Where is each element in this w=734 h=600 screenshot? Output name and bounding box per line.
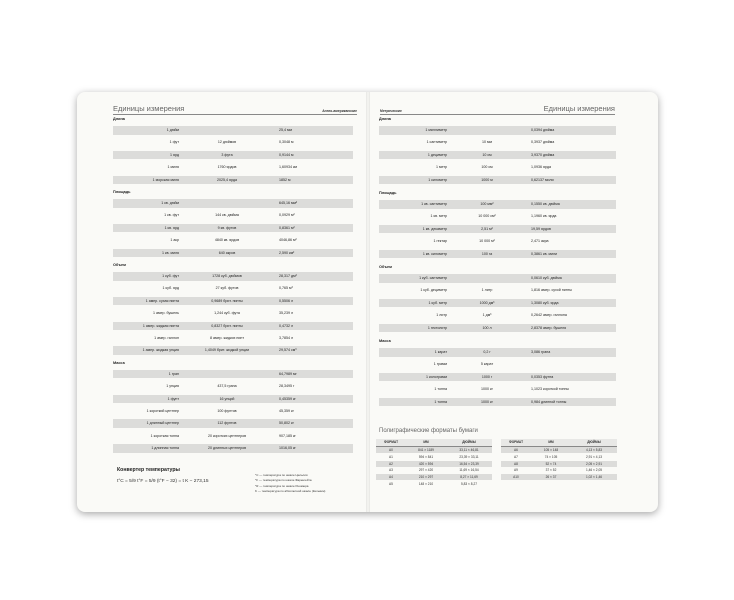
table-cell: 0,3861 кв. мили: [531, 251, 558, 256]
table-cell: 1 гран: [168, 371, 179, 376]
table-cell: 1,4049 брит. жидкой унции: [204, 348, 250, 353]
table-cell: 1 куб. метр: [428, 300, 447, 305]
table-cell: 1 миля: [167, 165, 179, 170]
table-cell: 645,16 мм²: [279, 201, 298, 205]
table-cell: 0,9689 брит. пинты: [211, 298, 243, 303]
right-page-title: Единицы измерения: [543, 104, 615, 113]
table-cell: 50,802 кг: [279, 421, 294, 426]
table-row: [379, 237, 616, 246]
table-cell: 1 тонна: [434, 399, 447, 404]
table-cell: 0,5506 л: [279, 298, 294, 303]
table-cell: A4: [389, 475, 393, 480]
table-cell: 1 куб. ярд: [162, 286, 179, 291]
table-row: [379, 398, 616, 407]
table-cell: 1 амер. бушель: [153, 311, 179, 316]
table-cell: 1 литр: [481, 288, 493, 293]
table-cell: 8,27 × 11,69: [460, 475, 478, 480]
table-row: [501, 454, 617, 460]
table-row: [113, 199, 353, 208]
table-row: [379, 151, 616, 160]
table-cell: 1 тонна: [434, 387, 447, 392]
table-cell: 26 × 37: [545, 475, 557, 480]
table-row: [113, 334, 353, 343]
table-row: [379, 126, 616, 135]
table-cell: 1 куб. сантиметр: [419, 276, 447, 280]
table-row: [113, 407, 353, 416]
header-cell: ММ: [423, 440, 429, 444]
table-cell: 4840 кв. ярдов: [214, 238, 240, 243]
table-row: [379, 200, 616, 209]
right-page-subtitle: Метрические: [380, 109, 402, 113]
table-cell: 27 куб. футов: [215, 286, 239, 291]
table-cell: 1 кв. ярд: [164, 225, 179, 230]
table-cell: 25,4 мм: [279, 128, 292, 132]
left-page-subtitle: Англо-американские: [322, 109, 357, 113]
table-cell: 19,59 ярдов: [531, 226, 551, 231]
table-cell: 23,39 × 33,11: [459, 454, 479, 459]
table-cell: 100 фунтов: [217, 409, 237, 413]
table-row: [113, 211, 353, 220]
table-cell: 1 фут: [169, 140, 179, 145]
table-cell: 2,590 км²: [279, 250, 295, 255]
table-cell: 1 длинный центнер: [146, 421, 179, 426]
table-cell: 0,9144 м: [279, 152, 294, 157]
table-cell: 144 кв. дюйма: [215, 213, 239, 218]
table-cell: 1 килограмм: [426, 374, 447, 379]
table-cell: 28,3495 г: [279, 384, 295, 389]
table-row: [113, 236, 353, 245]
table-cell: 1 короткий центнер: [146, 409, 179, 413]
table-cell: 0,2642 амер. галлона: [531, 313, 567, 318]
table-row: [113, 297, 353, 306]
table-row: [379, 176, 616, 185]
table-row: [379, 348, 616, 357]
table-row: [113, 224, 353, 233]
table-cell: 4,13 × 5,83: [585, 448, 603, 452]
table-row: [379, 299, 616, 308]
table-cell: 4046,86 м²: [279, 238, 297, 243]
table-cell: A10: [513, 475, 519, 480]
table-cell: [179, 199, 275, 208]
table-cell: [447, 126, 527, 135]
table-cell: 1000 кг: [481, 387, 493, 392]
table-row: [379, 274, 616, 283]
table-row: [113, 126, 353, 135]
table-row: [501, 447, 617, 453]
table-cell: 1 дм³: [482, 313, 492, 318]
header-cell: ДЮЙМЫ: [462, 440, 476, 444]
table-cell: 640 акров: [218, 250, 236, 255]
table-row: [379, 138, 616, 147]
table-cell: 2025,4 ярда: [217, 177, 237, 182]
section-title: Длина: [379, 117, 391, 121]
table-row: [113, 382, 353, 391]
notebook-spread: [77, 92, 658, 512]
table-cell: 3,7854 л: [279, 336, 294, 340]
table-cell: 1,0936 ярда: [531, 165, 551, 170]
table-row: [113, 432, 353, 441]
table-cell: 16,54 × 23,39: [459, 461, 479, 466]
table-cell: 0,0353 фунта: [531, 374, 554, 379]
table-cell: 1 кв. дюйм: [161, 201, 179, 205]
table-cell: 5,83 × 8,27: [460, 482, 478, 486]
legend-line: °F — температура по шкале Фаренгейта: [255, 478, 312, 483]
table-cell: 33,11 × 46,81: [459, 448, 479, 452]
table-cell: 10 000 см²: [478, 214, 496, 219]
table-cell: A8: [514, 461, 518, 466]
legend-line: °C — температура по шкале Цельсия: [255, 473, 308, 477]
table-row: [113, 444, 353, 453]
table-cell: 16 унций: [219, 396, 235, 401]
table-cell: 100 га: [481, 251, 493, 256]
table-row: [501, 461, 617, 467]
table-cell: 105 × 148: [543, 448, 559, 452]
table-cell: 1,60934 км: [279, 165, 298, 170]
table-row: [379, 212, 616, 221]
table-cell: 0,984 длинной тонны: [531, 399, 567, 404]
table-row: [379, 286, 616, 295]
header-cell: ФОРМАТ: [508, 440, 524, 444]
table-cell: 1000 г: [481, 374, 493, 379]
table-cell: 1 короткая тонна: [150, 433, 179, 438]
table-cell: 64,7989 мг: [279, 371, 297, 376]
table-row: [379, 385, 616, 394]
table-cell: 1 акр: [170, 238, 179, 243]
table-cell: 0,765 м³: [279, 286, 293, 291]
table-cell: 1 кв. километр: [422, 251, 447, 256]
section-title: Длина: [113, 117, 125, 121]
table-cell: 3,9370 дюйма: [531, 152, 555, 157]
table-cell: 5 карат: [480, 362, 494, 367]
table-cell: 1000 м: [481, 177, 493, 182]
table-cell: 1,1023 короткой тонны: [531, 387, 569, 392]
table-row: [113, 346, 353, 355]
table-cell: 1,244 куб. фута: [214, 311, 240, 316]
table-cell: 20 коротких центнеров: [207, 433, 247, 438]
table-row: [379, 324, 616, 333]
table-cell: 37 × 52: [545, 468, 557, 473]
table-cell: 1 кв. фут: [164, 213, 179, 218]
table-cell: 3 фута: [221, 152, 233, 157]
table-cell: [531, 360, 616, 369]
table-cell: A6: [514, 448, 518, 452]
table-cell: 28,317 дм³: [279, 274, 297, 278]
table-row: [379, 311, 616, 320]
right-page: [370, 92, 658, 512]
section-title: Объем: [113, 263, 126, 267]
table-cell: 100 л: [482, 325, 492, 330]
table-row: [113, 322, 353, 331]
table-cell: 100 мм²: [480, 202, 494, 206]
table-row: [376, 447, 492, 453]
table-row: [113, 272, 353, 281]
table-cell: 0,3048 м: [279, 140, 294, 145]
table-row: [113, 138, 353, 147]
table-cell: 1 ярд: [170, 152, 179, 157]
table-cell: 420 × 594: [418, 461, 434, 466]
table-cell: 1,02 × 1,46: [585, 475, 603, 480]
table-cell: 0,4732 л: [279, 323, 294, 328]
table-header: [501, 439, 617, 447]
table-cell: 0,8327 брит. пинты: [211, 323, 243, 328]
table-cell: 1 километр: [428, 177, 447, 182]
table-row: [113, 370, 353, 379]
table-cell: 1 гектар: [433, 239, 447, 244]
table-cell: 1,1960 кв. ярда: [531, 214, 557, 219]
table-cell: 907,185 кг: [279, 433, 296, 438]
table-cell: 1 морская миля: [152, 177, 179, 182]
table-cell: A7: [514, 454, 518, 459]
table-cell: 10 см: [482, 152, 492, 157]
table-cell: 841 × 1189: [418, 448, 434, 452]
table-cell: 1760 ярдов: [217, 165, 237, 170]
table-cell: 210 × 297: [418, 475, 434, 480]
table-cell: 3,086 грана: [531, 350, 551, 354]
legend-line: °R — температура по шкале Реомюра: [255, 483, 309, 488]
section-title: Площадь: [113, 190, 131, 194]
table-cell: 2,51 м²: [481, 226, 493, 231]
table-cell: 0,2 г: [483, 350, 491, 354]
table-cell: 0,8361 м²: [279, 225, 295, 230]
table-cell: 1 фунт: [167, 396, 179, 401]
table-cell: 1 кв. декаметр: [422, 226, 447, 231]
table-row: [113, 395, 353, 404]
section-title: Объем: [379, 265, 392, 269]
table-cell: 112 фунтов: [217, 421, 237, 426]
table-cell: 10 000 м²: [479, 239, 495, 244]
table-cell: 1 кв. метр: [430, 214, 447, 219]
table-cell: 1 кв. сантиметр: [421, 202, 447, 206]
table-cell: 1000 дм³: [479, 300, 495, 305]
section-title: Масса: [113, 360, 125, 365]
temperature-legend: [255, 473, 325, 495]
table-cell: 29,574 см³: [279, 348, 297, 353]
table-cell: 297 × 420: [418, 468, 434, 473]
table-row: [113, 249, 353, 258]
table-cell: A2: [389, 461, 393, 466]
table-header: [376, 439, 492, 447]
table-row: [113, 163, 353, 172]
left-page-title: Единицы измерения: [113, 104, 185, 113]
table-cell: A9: [514, 468, 518, 473]
table-row: [376, 461, 492, 467]
header-cell: ДЮЙМЫ: [587, 440, 601, 444]
table-row: [379, 225, 616, 234]
table-cell: 45,359 кг: [279, 409, 294, 413]
table-cell: A5: [389, 482, 393, 486]
left-page: [77, 92, 366, 512]
table-cell: 1728 куб. дюймов: [212, 274, 242, 278]
table-cell: 1 грамм: [433, 362, 447, 367]
table-cell: 1 миллиметр: [425, 128, 447, 132]
table-cell: 0,1550 кв. дюйма: [531, 202, 560, 206]
table-cell: 100 см: [481, 165, 493, 170]
table-cell: 52 × 74: [545, 461, 557, 466]
table-cell: 8 амер. жидких пинт: [210, 336, 244, 340]
table-row: [379, 250, 616, 259]
table-cell: 0,0394 дюйма: [531, 128, 555, 132]
table-cell: 1 карат: [434, 350, 447, 354]
table-cell: 74 × 105: [544, 454, 558, 459]
table-cell: 437,5 грана: [217, 384, 237, 389]
table-row: [379, 360, 616, 369]
table-row: [379, 373, 616, 382]
table-row: [376, 467, 492, 473]
table-cell: A1: [389, 454, 393, 459]
table-cell: 1 амер. жидкая унция: [142, 348, 179, 353]
table-cell: 0,3937 дюйма: [531, 140, 555, 145]
paper-formats-table-right: [501, 439, 617, 489]
table-cell: 1 сантиметр: [426, 140, 447, 145]
section-title: Площадь: [379, 191, 397, 195]
temperature-formula: t°C = 5/9 t°F = 5/9 (t°F − 32) = t K − 273,15: [117, 479, 209, 484]
temperature-converter-title: Конвертер температуры: [117, 467, 180, 473]
table-cell: 1 куб. дециметр: [420, 288, 447, 293]
table-cell: 148 × 210: [418, 482, 434, 486]
table-cell: 10 мм: [482, 140, 492, 145]
table-row: [376, 481, 492, 487]
table-cell: 594 × 841: [418, 454, 434, 459]
table-cell: 1 дециметр: [427, 152, 447, 157]
section-title: Масса: [379, 339, 391, 343]
table-cell: [179, 126, 275, 135]
paper-formats-title: Полиграфические форматы бумаги: [379, 428, 478, 434]
table-cell: 1 метр: [436, 165, 447, 170]
table-cell: [179, 370, 275, 379]
table-cell: 1 литр: [436, 313, 447, 318]
table-cell: 20 длинных центнеров: [207, 446, 247, 451]
table-cell: 1 кв. миля: [162, 250, 179, 255]
table-cell: 1 амер. галлон: [154, 336, 179, 340]
table-cell: [447, 274, 527, 283]
table-cell: 2,91 × 4,13: [585, 454, 603, 459]
table-row: [113, 284, 353, 293]
table-cell: 1000 кг: [481, 399, 493, 404]
table-row: [113, 419, 353, 428]
table-cell: 1 амер. жидкая пинта: [142, 323, 179, 328]
table-cell: A0: [389, 448, 393, 452]
table-cell: 0,0929 м²: [279, 213, 295, 218]
table-cell: 1 куб. фут: [162, 274, 179, 278]
table-cell: 35,239 л: [279, 311, 294, 316]
left-page-header: [113, 100, 357, 115]
table-cell: 9 кв. футов: [217, 225, 237, 230]
table-cell: 0,45359 кг: [279, 396, 296, 401]
table-cell: 2,05 × 2,91: [585, 461, 603, 466]
header-cell: ММ: [548, 440, 554, 444]
table-cell: 11,69 × 16,54: [459, 468, 479, 473]
paper-formats-table-left: [376, 439, 492, 489]
table-cell: 2,8378 амер. бушеля: [531, 325, 567, 330]
table-cell: 1 длинная тонна: [151, 446, 179, 451]
table-cell: 1 гектолитр: [427, 325, 447, 330]
header-cell: ФОРМАТ: [383, 440, 399, 444]
table-row: [501, 467, 617, 473]
table-row: [501, 474, 617, 480]
table-cell: 1016,05 кг: [279, 446, 296, 451]
table-row: [113, 151, 353, 160]
table-cell: 1 дюйм: [166, 128, 179, 132]
table-row: [113, 176, 353, 185]
legend-line: K — температура по абсолютной шкале (Кельвин): [255, 489, 326, 494]
table-row: [379, 163, 616, 172]
table-cell: 1 унция: [166, 384, 179, 389]
table-cell: 0,62137 мили: [531, 177, 554, 182]
table-cell: 1,46 × 2,05: [585, 468, 603, 473]
table-cell: 1,3080 куб. ярда: [531, 300, 559, 305]
table-row: [376, 454, 492, 460]
table-row: [376, 474, 492, 480]
table-cell: 1,816 амер. сухой пинты: [531, 288, 572, 293]
right-page-header: [380, 100, 615, 115]
table-cell: 1852 м: [279, 177, 291, 182]
table-cell: 12 дюймов: [217, 140, 237, 145]
table-cell: 0,0610 куб. дюйма: [531, 276, 562, 280]
table-cell: 1 амер. сухая пинта: [145, 298, 179, 303]
table-cell: A3: [389, 468, 393, 473]
table-row: [113, 309, 353, 318]
table-cell: 2,471 акра: [531, 239, 549, 244]
